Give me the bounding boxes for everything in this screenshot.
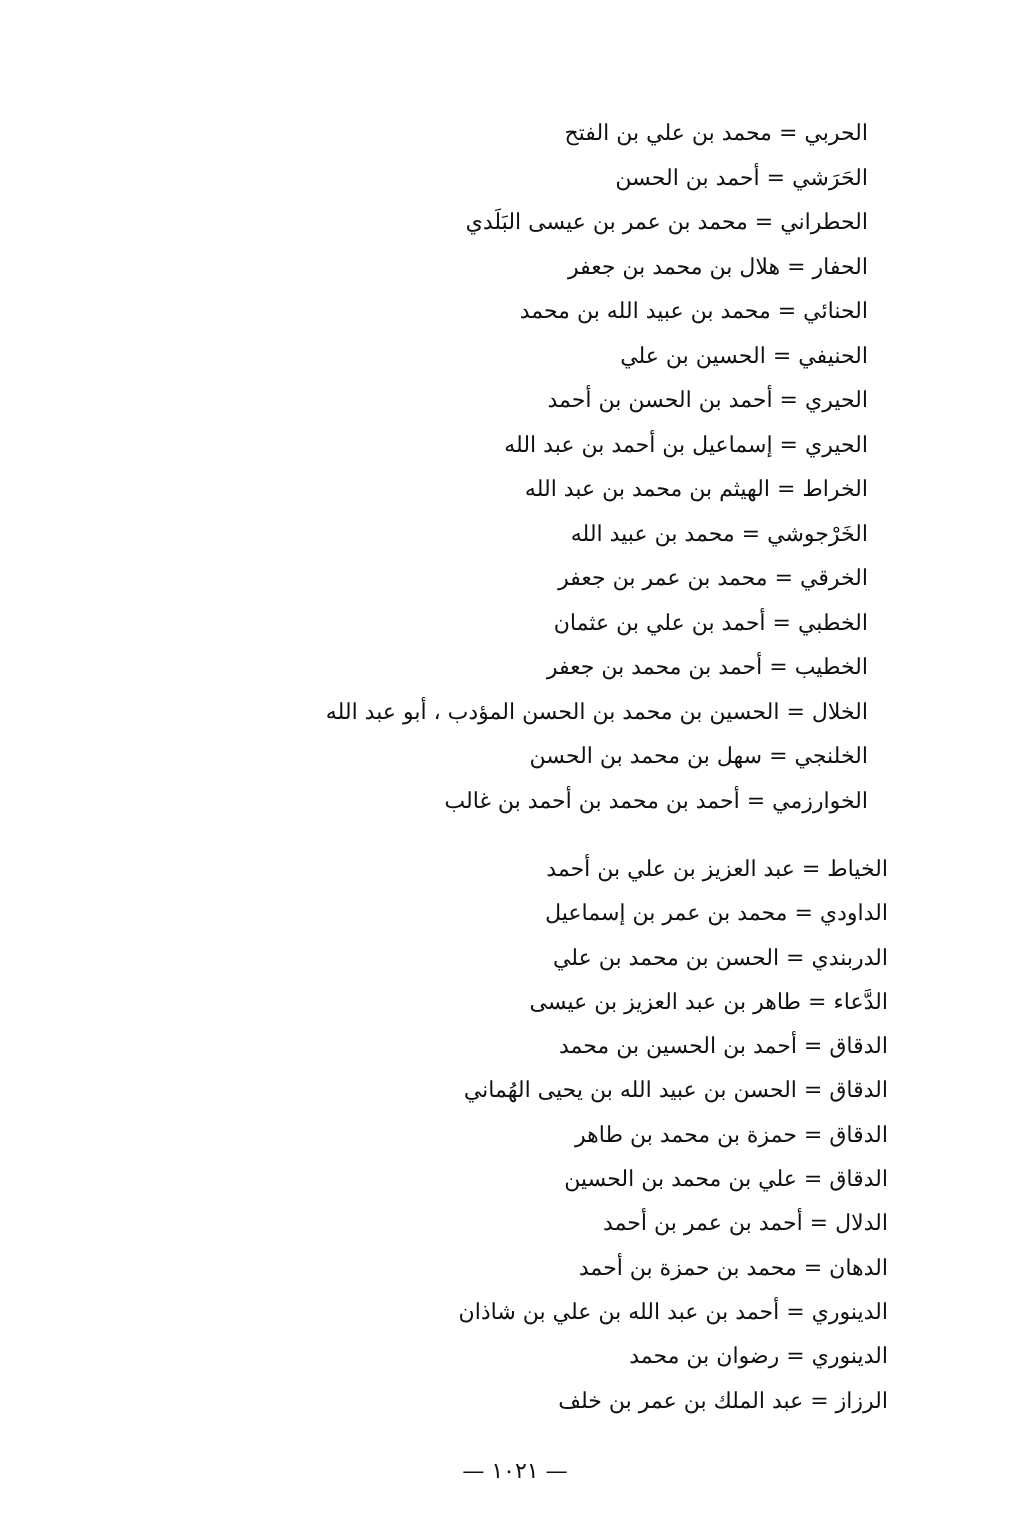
index-entry: الخياط = عبد العزيز بن علي بن أحمد [546, 857, 888, 882]
index-entry: الدهان = محمد بن حمزة بن أحمد [578, 1255, 888, 1281]
index-entry: الحيري = أحمد بن الحسن بن أحمد [547, 388, 868, 413]
index-entry: الدقاق = حمزة بن محمد بن طاهر [575, 1122, 888, 1148]
index-entry: الخلال = الحسين بن محمد بن الحسن المؤدب ، أبو عبد الله [325, 699, 868, 725]
index-entry: الخرقي = محمد بن عمر بن جعفر [558, 566, 868, 591]
index-entries-block-2 [328, 848, 888, 1424]
index-entry: الحطراني = محمد بن عمر بن عيسى البَلَدي [465, 210, 868, 235]
index-entry: الدقاق = الحسن بن عبيد الله بن يحيى الهُماني [463, 1078, 888, 1104]
index-entry: الخطبي = أحمد بن علي بن عثمان [553, 610, 868, 636]
index-entry: الدقاق = علي بن محمد بن الحسين [564, 1167, 888, 1193]
index-entry: الداودي = محمد بن عمر بن إسماعيل [545, 901, 888, 927]
index-entry: الحيري = إسماعيل بن أحمد بن عبد الله [504, 432, 868, 458]
index-entry: الدقاق = أحمد بن الحسين بن محمد [558, 1034, 888, 1060]
index-entry: الخوارزمي = أحمد بن محمد بن أحمد بن غالب [444, 788, 868, 814]
index-entry: الخطيب = أحمد بن محمد بن جعفر [546, 655, 868, 680]
index-entry: الحَرَشي = أحمد بن الحسن [615, 165, 868, 191]
index-entry: الرزاز = عبد الملك بن عمر بن خلف [558, 1388, 888, 1414]
index-entry: الحربي = محمد بن علي بن الفتح [564, 121, 868, 146]
index-entry: الخراط = الهيثم بن محمد بن عبد الله [524, 477, 868, 502]
index-entry: الدربندي = الحسن بن محمد بن علي [552, 945, 888, 971]
index-entries-block-1 [308, 112, 868, 824]
index-entry: الدَّعاء = طاهر بن عبد العزيز بن عيسى [529, 989, 888, 1015]
index-entry: الخَرْجوشي = محمد بن عبيد الله [570, 521, 868, 547]
index-entry: الخلنجي = سهل بن محمد بن الحسن [529, 744, 868, 769]
index-entry: الدلال = أحمد بن عمر بن أحمد [603, 1211, 888, 1237]
index-entry: الحفار = هلال بن محمد بن جعفر [567, 254, 868, 280]
index-entry: الدينوري = رضوان بن محمد [629, 1344, 888, 1370]
index-entry: الحنيفي = الحسين بن علي [620, 343, 868, 369]
index-entry: الدينوري = أحمد بن عبد الله بن علي بن شاذان [458, 1299, 888, 1325]
index-entry: الحنائي = محمد بن عبيد الله بن محمد [519, 299, 868, 324]
page-number: — ١٠٢١ — [462, 1459, 568, 1484]
